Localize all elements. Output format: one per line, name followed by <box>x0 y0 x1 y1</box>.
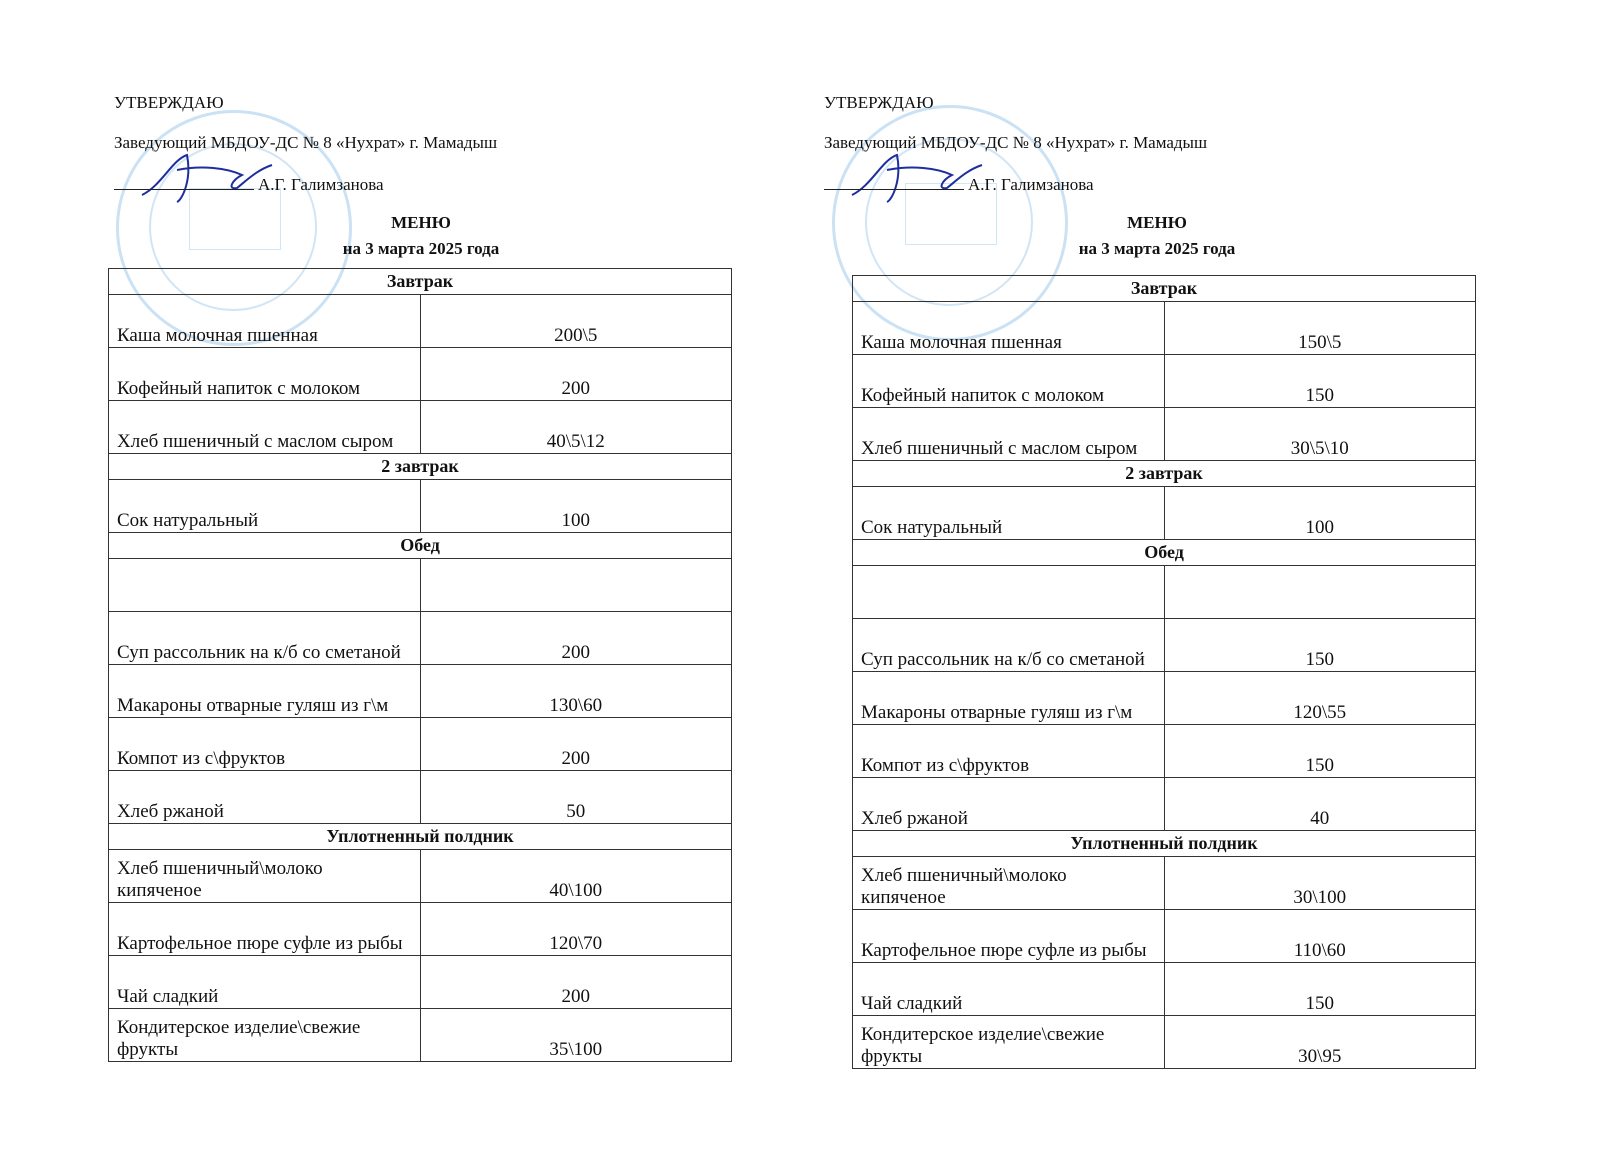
table-row <box>109 718 732 771</box>
table-row <box>109 771 732 824</box>
dish-name: Кондитерское изделие\свежие фрукты <box>853 1016 1165 1069</box>
section-header-row <box>853 461 1476 487</box>
portion-value: 30\95 <box>1164 1016 1476 1069</box>
portion-value: 150\5 <box>1164 302 1476 355</box>
table-row <box>853 355 1476 408</box>
section-header: Обед <box>853 540 1476 566</box>
dish-name <box>109 559 421 612</box>
section-header-row <box>853 831 1476 857</box>
portion-value <box>420 559 732 612</box>
section-header: Уплотненный полдник <box>853 831 1476 857</box>
portion-value: 110\60 <box>1164 910 1476 963</box>
table-row <box>853 1016 1476 1069</box>
table-row <box>853 963 1476 1016</box>
menu-date: на 3 марта 2025 года <box>1078 239 1236 258</box>
portion-value: 130\60 <box>420 665 732 718</box>
table-row <box>109 559 732 612</box>
dish-name: Картофельное пюре суфле из рыбы <box>853 910 1165 963</box>
section-header: Завтрак <box>853 276 1476 302</box>
menu-table <box>108 268 732 1062</box>
table-row <box>853 408 1476 461</box>
dish-name: Хлеб пшеничный с маслом сыром <box>109 401 421 454</box>
table-row <box>853 778 1476 831</box>
section-header-row <box>853 540 1476 566</box>
portion-value: 200\5 <box>420 295 732 348</box>
dish-name: Каша молочная пшенная <box>109 295 421 348</box>
dish-name: Сок натуральный <box>853 487 1165 540</box>
position-label: Заведующий МБДОУ-ДС № 8 «Нухрат» г. Мамадыш <box>114 133 498 152</box>
signatory-name: А.Г. Галимзанова <box>968 175 1094 194</box>
portion-value: 150 <box>1164 963 1476 1016</box>
section-header-row <box>109 533 732 559</box>
portion-value: 150 <box>1164 355 1476 408</box>
table-row <box>109 903 732 956</box>
dish-name: Картофельное пюре суфле из рыбы <box>109 903 421 956</box>
approve-label: УТВЕРЖДАЮ <box>114 93 224 112</box>
signatory-name: А.Г. Галимзанова <box>258 175 384 194</box>
dish-name: Хлеб ржаной <box>109 771 421 824</box>
table-row <box>109 295 732 348</box>
section-header-row <box>109 454 732 480</box>
portion-value: 40 <box>1164 778 1476 831</box>
table-row <box>853 857 1476 910</box>
table-row <box>109 401 732 454</box>
signatory-line <box>824 175 1224 195</box>
dish-name: Суп рассольник на к/б со сметаной <box>853 619 1165 672</box>
section-header: Уплотненный полдник <box>109 824 732 850</box>
dish-name: Чай сладкий <box>109 956 421 1009</box>
table-row <box>853 619 1476 672</box>
table-row <box>109 612 732 665</box>
dish-name: Чай сладкий <box>853 963 1165 1016</box>
portion-value: 120\55 <box>1164 672 1476 725</box>
dish-name: Хлеб пшеничный\молоко кипяченое <box>853 857 1165 910</box>
table-row <box>853 672 1476 725</box>
table-row <box>109 480 732 533</box>
menu-date: на 3 марта 2025 года <box>342 239 500 258</box>
dish-name: Суп рассольник на к/б со сметаной <box>109 612 421 665</box>
table-row <box>109 850 732 903</box>
portion-value: 200 <box>420 348 732 401</box>
section-header-row <box>853 276 1476 302</box>
dish-name: Сок натуральный <box>109 480 421 533</box>
table-row <box>109 956 732 1009</box>
portion-value: 150 <box>1164 725 1476 778</box>
portion-value: 200 <box>420 612 732 665</box>
table-row <box>853 725 1476 778</box>
dish-name: Кофейный напиток с молоком <box>853 355 1165 408</box>
dish-name: Хлеб пшеничный с маслом сыром <box>853 408 1165 461</box>
dish-name: Каша молочная пшенная <box>853 302 1165 355</box>
table-row <box>109 1009 732 1062</box>
menu-title: МЕНЮ <box>391 213 451 232</box>
portion-value: 30\100 <box>1164 857 1476 910</box>
table-row <box>853 566 1476 619</box>
portion-value: 100 <box>420 480 732 533</box>
table-row <box>109 348 732 401</box>
dish-name: Компот из с\фруктов <box>853 725 1165 778</box>
portion-value: 150 <box>1164 619 1476 672</box>
portion-value <box>1164 566 1476 619</box>
portion-value: 200 <box>420 718 732 771</box>
approve-label: УТВЕРЖДАЮ <box>824 93 934 112</box>
portion-value: 30\5\10 <box>1164 408 1476 461</box>
portion-value: 120\70 <box>420 903 732 956</box>
portion-value: 40\5\12 <box>420 401 732 454</box>
portion-value: 50 <box>420 771 732 824</box>
portion-value: 200 <box>420 956 732 1009</box>
dish-name: Компот из с\фруктов <box>109 718 421 771</box>
position-label: Заведующий МБДОУ-ДС № 8 «Нухрат» г. Мамадыш <box>824 133 1208 152</box>
dish-name: Хлеб пшеничный\молоко кипяченое <box>109 850 421 903</box>
dish-name <box>853 566 1165 619</box>
dish-name: Кондитерское изделие\свежие фрукты <box>109 1009 421 1062</box>
signatory-line <box>114 175 514 195</box>
section-header-row <box>109 824 732 850</box>
section-header: 2 завтрак <box>853 461 1476 487</box>
section-header: Завтрак <box>109 269 732 295</box>
dish-name: Макароны отварные гуляш из г\м <box>853 672 1165 725</box>
dish-name: Кофейный напиток с молоком <box>109 348 421 401</box>
section-header: Обед <box>109 533 732 559</box>
section-header: 2 завтрак <box>109 454 732 480</box>
table-row <box>853 910 1476 963</box>
section-header-row <box>109 269 732 295</box>
dish-name: Макароны отварные гуляш из г\м <box>109 665 421 718</box>
menu-title: МЕНЮ <box>1127 213 1187 232</box>
portion-value: 40\100 <box>420 850 732 903</box>
table-row <box>853 487 1476 540</box>
portion-value: 100 <box>1164 487 1476 540</box>
portion-value: 35\100 <box>420 1009 732 1062</box>
table-row <box>109 665 732 718</box>
dish-name: Хлеб ржаной <box>853 778 1165 831</box>
table-row <box>853 302 1476 355</box>
menu-table <box>852 275 1476 1069</box>
